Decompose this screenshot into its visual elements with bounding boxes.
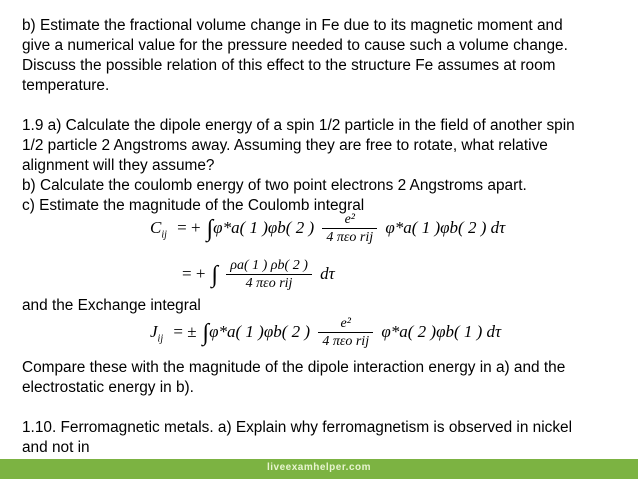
- text-line: and the Exchange integral: [22, 297, 201, 314]
- text-line: temperature.: [22, 77, 110, 94]
- eq-lhs: J: [150, 321, 158, 341]
- fraction: [226, 258, 312, 292]
- text-line: and not in: [22, 439, 90, 456]
- eq-term: φ*a( 1 )φb( 2 ): [209, 321, 311, 341]
- eq-term: φ*a( 1 )φb( 2 ): [213, 217, 315, 237]
- eq-term: φ*a( 1 )φb( 2 ) dτ: [385, 217, 506, 237]
- integral-symbol: ∫: [211, 261, 219, 288]
- eq-lhs-sub: ij: [161, 229, 167, 241]
- text-line: 1.10. Ferromagnetic metals. a) Explain why ferromagnetism is observed in nickel: [22, 419, 573, 436]
- fraction-denominator: 4 πεo rij: [245, 276, 293, 291]
- text-line: electrostatic energy in b).: [22, 379, 194, 396]
- eq-term: φ*a( 2 )φb( 1 ) dτ: [381, 321, 502, 341]
- integral-symbol: ∫: [206, 215, 214, 242]
- fraction: [322, 212, 377, 246]
- eq-term: dτ: [320, 263, 335, 283]
- text-line: b) Calculate the coulomb energy of two point electrons 2 Angstroms apart.: [22, 177, 527, 194]
- text-line: 1.9 a) Calculate the dipole energy of a spin 1/2 particle in the field of another spin: [22, 117, 575, 134]
- text-line: alignment will they assume?: [22, 157, 215, 174]
- fraction-denominator: 4 πεo rij: [326, 230, 374, 245]
- exchange-integral-equation: [150, 316, 501, 350]
- fraction: [318, 316, 373, 350]
- eq-operator: = +: [182, 263, 206, 283]
- coulomb-integral-equation: [150, 212, 505, 246]
- footer-watermark: liveexamhelper.com: [266, 462, 372, 473]
- text-line: b) Estimate the fractional volume change in Fe due to its magnetic moment and: [22, 17, 563, 34]
- fraction-denominator: 4 πεo rij: [322, 334, 370, 349]
- text-line: Discuss the possible relation of this effect to the structure Fe assumes at room: [22, 57, 556, 74]
- eq-operator: = ±: [173, 321, 197, 341]
- footer-bar: [0, 459, 638, 479]
- text-line: give a numerical value for the pressure needed to cause such a volume change.: [22, 37, 568, 54]
- eq-operator: = +: [177, 217, 201, 237]
- eq-lhs-sub: ij: [157, 333, 164, 345]
- coulomb-density-equation: [182, 258, 335, 292]
- fraction-numerator: ρa( 1 ) ρb( 2 ): [226, 258, 312, 275]
- fraction-numerator: e²: [318, 316, 373, 333]
- fraction-numerator: e²: [322, 212, 377, 229]
- text-line: c) Estimate the magnitude of the Coulomb integral: [22, 197, 365, 214]
- text-line: Compare these with the magnitude of the dipole interaction energy in a) and the: [22, 359, 566, 376]
- eq-lhs: C: [150, 217, 162, 237]
- integral-symbol: ∫: [202, 319, 210, 346]
- text-line: 1/2 particle 2 Angstroms away. Assuming they are free to rotate, what relative: [22, 137, 548, 154]
